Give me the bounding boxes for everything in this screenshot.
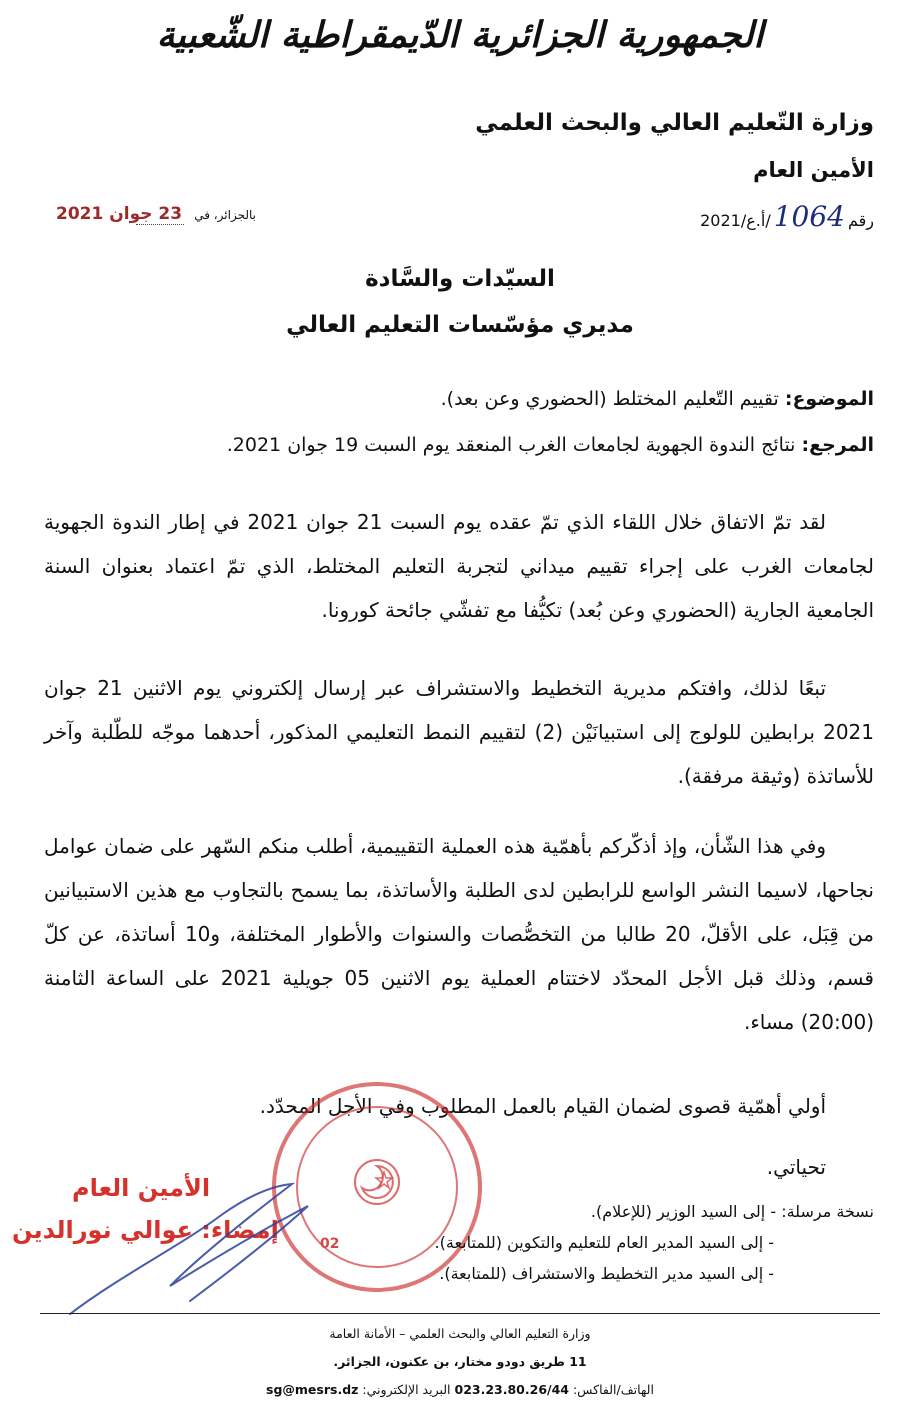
footer-phone: 023.23.80.26/44 xyxy=(454,1382,569,1397)
copies-item-3: - إلى السيد مدير التخطيط والاستشراف (للمتابعة). xyxy=(439,1264,774,1283)
ref-suffix: /أ.ع/2021 xyxy=(700,211,771,230)
ref-prefix: رقم xyxy=(847,211,874,230)
reference-label: المرجع: xyxy=(801,434,874,456)
signature-name: إمضاء: عوالي نورالدين xyxy=(12,1216,279,1244)
body-paragraph-4: أولي أهمّية قصوى لضمان القيام بالعمل المطلوب وفي الأجل المحدّد. xyxy=(259,1094,826,1118)
body-paragraph-1: لقد تمّ الاتفاق خلال اللقاء الذي تمّ عقده يوم السبت 21 جوان 2021 في إطار الندوة الجهوية لجامعات الغرب على إجراء تقييم ميداني لتجربة التعليم المختلط، الذي تمّ اعتماد بعنوان السنة الجامعية الجارية (الحضوري وعن بُعد) تكيُّفا مع تفشّي جائحة كورونا. xyxy=(44,510,874,622)
republic-header: الجمهورية الجزائرية الدّيمقراطية الشّعبية xyxy=(156,14,764,56)
copies-list xyxy=(314,1196,874,1289)
copies-first-row xyxy=(314,1196,874,1227)
copies-item-1: - إلى السيد الوزير (للإعلام). xyxy=(590,1202,777,1221)
footer-line-3 xyxy=(0,1382,920,1397)
footer-divider xyxy=(40,1313,880,1314)
footer-line-1: وزارة التعليم العالي والبحث العلمي – الأمانة العامة xyxy=(329,1326,591,1341)
copies-item-2: - إلى السيد المدير العام للتعليم والتكوين (للمتابعة). xyxy=(434,1233,774,1252)
body-paragraph-2: تبعًا لذلك، وافتكم مديرية التخطيط والاستشراف عبر إرسال إلكتروني يوم الاثنين 21 جوان 2021 برابطين للولوج إلى استبيانَيْن (2) لتقييم النمط التعليمي المذكور، أحدهما موجّه للطّلبة وآخر للأساتذة (وثيقة مرفقة). xyxy=(44,676,874,788)
footer-email-label: البريد الإلكتروني: xyxy=(362,1382,451,1397)
copies-label: نسخة مرسلة: xyxy=(781,1202,874,1221)
date-line xyxy=(56,204,256,234)
issuer-title: الأمين العام xyxy=(753,158,874,182)
ref-handwritten-number: 1064 xyxy=(773,200,845,233)
signature-title: الأمين العام xyxy=(72,1174,211,1202)
reference-text: نتائج الندوة الجهوية لجامعات الغرب المنعقد يوم السبت 19 جوان 2021. xyxy=(226,434,796,456)
ministry-name: وزارة التّعليم العالي والبحث العلمي xyxy=(475,110,874,136)
body-paragraph-3: وفي هذا الشّأن، وإذ أذكّركم بأهمّية هذه العملية التقييمية، أطلب منكم السّهر على ضمان عوامل نجاحها، لاسيما النشر الواسع للرابطين لدى الطلبة والأساتذة، بما يسمح بالتجاوب مع هذين الاستبيانين من قِبَل، على الأقلّ، 20 طالبا من التخصُّصات والسنوات والأطوار المختلفة، و10 أساتذة، عن كلّ قسم، وذلك قبل الأجل المحدّد لاختتام العملية يوم الاثنين 05 جويلية 2021 على الساعة الثامنة (20:00) مساء. xyxy=(44,834,874,1034)
handwritten-signature-icon xyxy=(60,1176,320,1326)
subject-text: تقييم التّعليم المختلط (الحضوري وعن بعد). xyxy=(440,388,779,410)
greeting: تحياتي. xyxy=(766,1155,826,1179)
subject-label: الموضوع: xyxy=(784,388,874,410)
seal-number: 02 xyxy=(320,1236,340,1252)
reference-number xyxy=(700,200,874,233)
footer-line-2: 11 طريق دودو مختار، بن عكنون، الجزائر. xyxy=(333,1354,587,1369)
place-label: بالجزائر، في xyxy=(194,208,256,222)
footer-email: sg@mesrs.dz xyxy=(266,1382,359,1397)
reference-line xyxy=(44,434,874,456)
date-dots xyxy=(136,224,184,225)
footer-phone-label: الهاتف/الفاكس: xyxy=(572,1382,654,1397)
addressee-line-2: مديري مؤسّسات التعليم العالي xyxy=(286,312,634,338)
addressee-line-1: السيّدات والسَّادة xyxy=(365,266,555,292)
subject-line xyxy=(44,388,874,410)
date-stamp: 23 جوان 2021 xyxy=(56,204,183,224)
